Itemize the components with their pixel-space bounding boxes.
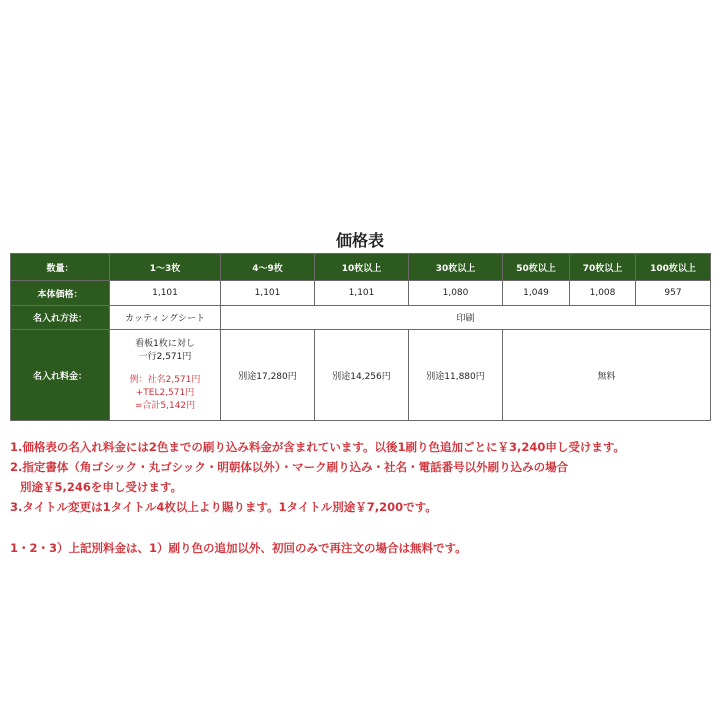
footer-note: 1・2・3）上記別料金は、1）刷り色の追加以外、初回のみで再注文の場合は無料です。 [10, 541, 467, 555]
row-label-method: 名入れ方法： [11, 306, 110, 330]
fee-line: 看板1枚に対し [135, 338, 195, 349]
note-3: 3.タイトル変更は1タイトル4枚以上より賜ります。1タイトル別途￥7,200です。 [10, 500, 437, 514]
fee-example-line: =合計5,142円 [134, 400, 196, 411]
header-quantity-label: 数量： [11, 254, 110, 281]
price-cell: 1,101 [110, 281, 221, 306]
fee-line: 一行2,571円 [138, 351, 192, 362]
price-cell: 1,101 [221, 281, 315, 306]
header-50-plus: 50枚以上 [503, 254, 570, 281]
note-2: 2.指定書体（角ゴシック・丸ゴシック・明朝体以外）・マーク刷り込み・社名・電話番号以外刷り込みの場合 [10, 460, 569, 474]
header-70-plus: 70枚以上 [570, 254, 636, 281]
row-label-price: 本体価格： [11, 281, 110, 306]
method-cutting-sheet: カッティングシート [110, 306, 221, 330]
price-cell: 957 [636, 281, 711, 306]
header-1-3: 1〜3枚 [110, 254, 221, 281]
fee-cell-30-plus: 別途11,880円 [409, 330, 503, 421]
price-cell: 1,008 [570, 281, 636, 306]
row-label-fee: 名入れ料金： [11, 330, 110, 421]
price-table [10, 253, 711, 421]
page-title: 価格表 [335, 231, 384, 250]
table-header-row [11, 254, 711, 281]
header-100-plus: 100枚以上 [636, 254, 711, 281]
fee-cell-4-9: 別途17,280円 [221, 330, 315, 421]
fee-example-line: 例：社名2,571円 [129, 374, 201, 385]
price-cell: 1,049 [503, 281, 570, 306]
table-row-method [11, 306, 711, 330]
price-cell: 1,101 [315, 281, 409, 306]
method-print: 印刷 [221, 306, 711, 330]
fee-cell-10-plus: 別途14,256円 [315, 330, 409, 421]
notes-block [10, 437, 715, 517]
header-4-9: 4〜9枚 [221, 254, 315, 281]
table-row-fee [11, 330, 711, 421]
header-30-plus: 30枚以上 [409, 254, 503, 281]
table-row-price [11, 281, 711, 306]
note-2-continued: 別途￥5,246を申し受けます。 [20, 480, 182, 494]
price-cell: 1,080 [409, 281, 503, 306]
note-1: 1.価格表の名入れ料金には2色までの刷り込み料金が含まれています。以後1刷り色追加ごとに￥3,240申し受けます。 [10, 440, 625, 454]
header-10-plus: 10枚以上 [315, 254, 409, 281]
fee-example-line: +TEL2,571円 [135, 387, 195, 398]
fee-cell-free: 無料 [503, 330, 711, 421]
fee-cell-1-3 [110, 330, 221, 421]
